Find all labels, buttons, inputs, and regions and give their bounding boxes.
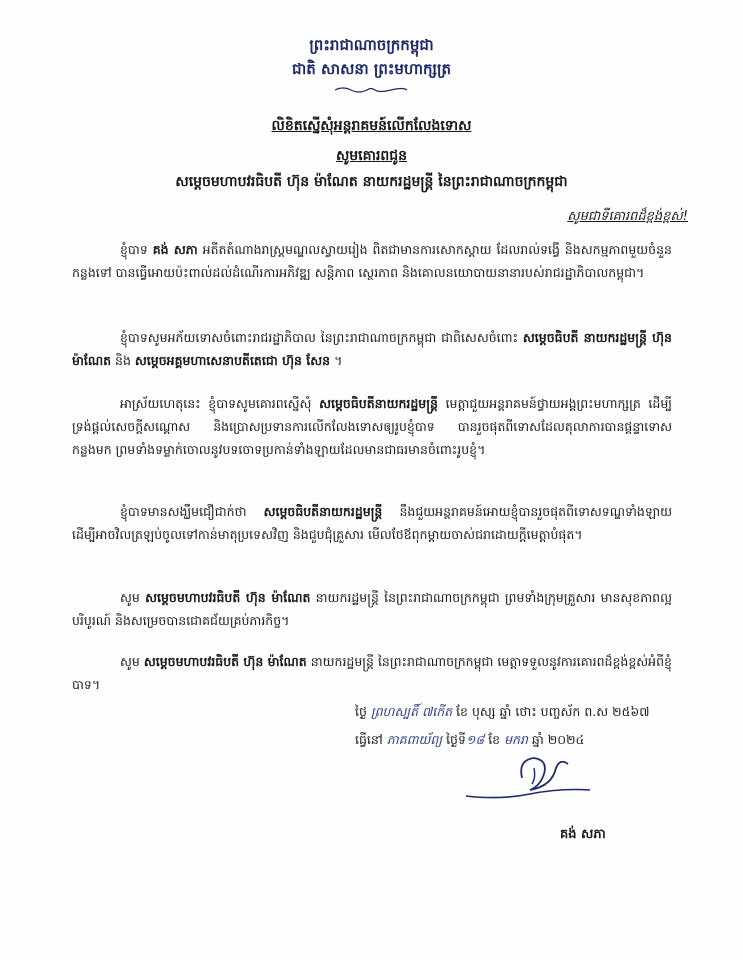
- p2-bold-1: សម្តេចធិបតី នាយករដ្ឋមន្ត្រី ហ៊ុន ម៉ាណែត: [72, 330, 672, 368]
- p3-bold: សម្តេចធិបតីនាយករដ្ឋមន្ត្រី: [319, 396, 438, 411]
- p6-text-2: នាយករដ្ឋមន្ត្រី នៃព្រះរាជាណាចក្រកម្ពុជា មេត្តាទទួលនូវការគោរពដ៏ខ្ពង់ខ្ពស់អំពីខ្ញុំបាទ។: [72, 654, 672, 692]
- lunar-handwritten: ព្រហស្បតិ៍ ៧កើត: [370, 704, 453, 719]
- p2-end: ។: [334, 353, 343, 368]
- signer-name: គង់ សភា: [560, 827, 606, 842]
- recipient-name: សម្តេចមហាបវរធិបតី ហ៊ុន ម៉ាណែត នាយករដ្ឋមន្ត្រី នៃព្រះរាជាណាចក្រកម្ពុជា: [175, 174, 568, 190]
- p5-text-1: សូម: [120, 590, 140, 605]
- solar-year: ឆ្នាំ ២០២៤: [531, 732, 585, 747]
- p4-bold: សម្តេចធិបតីនាយករដ្ឋមន្ត្រី: [263, 504, 383, 519]
- recipient-label: សូមគោរពជូន: [335, 148, 408, 164]
- p6-text-1: សូម: [120, 654, 140, 669]
- lunar-prefix: ថ្ងៃ: [355, 704, 367, 719]
- ornament-divider-icon: [333, 86, 409, 94]
- p5-text-2: នាយករដ្ឋមន្ត្រី នៃព្រះរាជាណាចក្រកម្ពុជា ព្រមទាំងក្រុមគ្រួសារ មានសុខភាពល្អបរិបូរណ៍ និងសម្រេចបានជោគជ័យគ្រប់ភារកិច្ច។: [72, 590, 672, 628]
- p3-text-2: មេត្តាជួយអន្តរាគមន៍ថ្វាយអង្គព្រះមហាក្សត្រ ដើម្បីទ្រង់ផ្តល់សេចក្តីសណ្តោស និងប្រោសប្រទានការលើកលែងទោសឲ្យរូបខ្ញុំបាទ បានរួចផុតពីទោសដែលតុលាការបានផ្តន្ទាទោសកន្លងមក ព្រមទាំងទម្លាក់ចោលនូវបទចោទប្រកាន់ទាំងឡាយដែលមានជាធរមានចំពោះរូបខ្ញុំ។: [72, 396, 672, 457]
- salutation: សូមជាទីគោរពដ៏ខ្ពង់ខ្ពស់!: [567, 209, 688, 224]
- p1-text: អតីតតំណាងរាស្ត្រមណ្ឌលស្វាយរៀង ពិតជាមានការសោកស្តាយ ដែលរាល់ទង្វើ និងសកម្មភាពមួយចំនួនកន្លងទៅ បានធ្វើអោយប៉ះពាល់ដល់ដំណើរការអភិវឌ្ឍ សន្តិភាព ស្ថេរភាព និងគោលនយោបាយនានារបស់រាជរដ្ឋាភិបាលកម្ពុជា។: [72, 242, 672, 280]
- paragraph-5: [72, 586, 672, 632]
- national-motto: ជាតិ សាសនា ព្រះមហាក្សត្រ: [292, 60, 451, 78]
- p5-bold: សម្តេចមហាបវរធិបតី ហ៊ុន ម៉ាណែត: [145, 590, 311, 605]
- lunar-date-line: [355, 704, 650, 723]
- signature-icon: [460, 750, 600, 810]
- solar-day: ១៨: [465, 732, 485, 747]
- p6-bold: សម្តេចមហាបវរធិបតី ហ៊ុន ម៉ាណែត: [143, 654, 307, 669]
- p1-opening: ខ្ញុំបាទ: [120, 242, 148, 257]
- p2-and: និង: [115, 353, 131, 368]
- solar-prefix: ធ្វើនៅ: [355, 732, 383, 747]
- p2-text: ខ្ញុំបាទសូមអភ័យទោសចំពោះរាជរដ្ឋាភិបាល នៃព្រះរាជាណាចក្រកម្ពុជា ជាពិសេសចំពោះ: [120, 330, 519, 345]
- solar-month-label: ខែ: [488, 732, 501, 747]
- lunar-suffix: ខែ បុស្ស ឆ្នាំ ថោះ បញ្ចស័ក ព.ស ២៥៦៧: [456, 704, 650, 719]
- document-title: លិខិតស្នើសុំអន្តរាគមន៍លើកលែងទោស: [271, 118, 472, 134]
- p3-text-1: អាស្រ័យហេតុនេះ ខ្ញុំបាទសូមគោរពស្នើសុំ: [120, 396, 312, 411]
- p4-text-2: នឹងជួយអន្តរាគមន៍អោយខ្ញុំបានរួចផុតពីទោសទណ្ឌទាំងឡាយ ដើម្បីអាចវិលត្រឡប់ចូលទៅកាន់មាតុប្រទេសវិញ និងជួបជុំគ្រួសារ មើលថែឪពុកម្តាយចាស់ជរាដោយក្តីមេត្តាបំផុត។: [72, 504, 672, 542]
- solar-date-line: [355, 732, 584, 751]
- paragraph-2: [72, 326, 672, 372]
- p2-bold-2: សម្តេចអគ្គមហាសេនាបតីតេជោ ហ៊ុន សែន: [134, 353, 331, 368]
- paragraph-6: [72, 650, 672, 696]
- kingdom-header: ព្រះរាជាណាចក្រកម្ពុជា: [309, 36, 434, 54]
- paragraph-3: [72, 392, 672, 461]
- p4-text-1: ខ្ញុំបាទមានសង្ឃឹមជឿជាក់ថា: [120, 504, 247, 519]
- p1-name: គង់ សភា: [152, 242, 198, 257]
- solar-day-label: ថ្ងៃទី: [446, 732, 466, 747]
- paragraph-4: [72, 500, 672, 546]
- solar-place: ភាគពាយ័ព្យ: [386, 732, 443, 747]
- solar-month: មករា: [504, 732, 528, 747]
- paragraph-1: [72, 238, 672, 284]
